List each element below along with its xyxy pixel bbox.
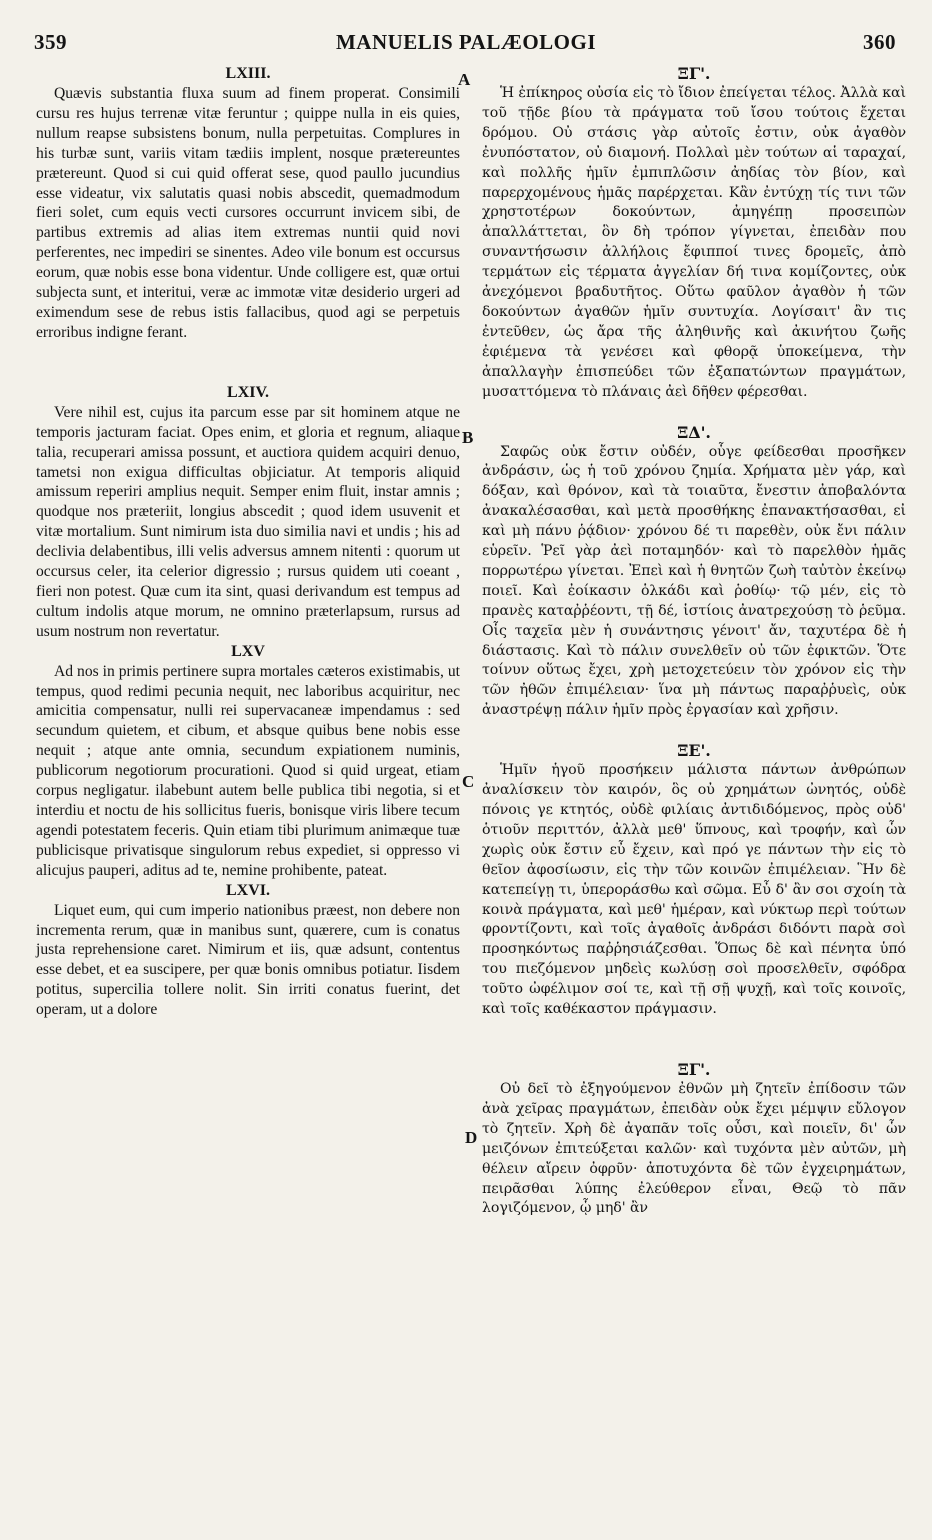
section-heading: LXIII. <box>225 65 271 82</box>
left-page-number: 359 <box>34 30 67 54</box>
greek-section <box>482 741 906 1020</box>
section-heading: LXV <box>231 642 265 660</box>
latin-section <box>36 64 460 343</box>
margin-marker-c: C <box>462 772 475 791</box>
section-text: Ἡμῖν ἡγοῦ προσήκειν μάλιστα πάντων ἀνθρώπων ἀναλίσκειν τὸν καιρόν, ὃς οὐ χρημάτων ὠνητός, οὐδὲ πόνοις γε κτητός, οὐδὲ φιλίαις ἀντιδιδόμενος, πρὸς οὐδ' ὁτιοῦν περιττόν, ἀλλὰ μεθ' ὕπνους, καὶ τροφήν, καὶ ὧν χωρὶς οὐκ ἔστιν εὖ ἔχειν, καὶ πρό γε πάντων τὴν εἰς τὸ θεῖον ἀφοσίωσιν, εἰς τὴν τῶν κοινῶν ἐπιμέλειαν. Ἣν δὲ κατεπείγῃ τι, ὑπεροράσθω καὶ σῶμα. Εὖ δ' ἂν σοι σχοίη τὰ κοινὰ πράγματα, καὶ μεθ' ἡμέραν, καὶ νύκτωρ περὶ τούτων φροντίζοντι, καὶ τοῖς ἀγαθοῖς ἀνδράσι διδόντι παρὰ σοὶ προσηκόντως παῤῥησιάζεσθαι. Ὅπως δὲ καὶ πένητα ὑπό του πιεζόμενον μηδεὶς κωλύσῃ σοὶ προσελθεῖν, σφόδρα τοῦτο ὠφέλιμον σοί τε, καὶ τῇ σῇ ψυχῇ, καὶ τοῖς κοινοῖς, καὶ τοῖς καθέκαστον πράγμασιν. <box>482 762 906 1018</box>
section-heading: ΞΕ'. <box>677 741 711 761</box>
section-text: Ἡ ἐπίκηρος οὐσία εἰς τὸ ἴδιον ἐπείγεται τέλος. Ἀλλὰ καὶ τοῦ τῇδε βίου τὰ πράγματα τοῦ ἴσου τούτοις ἔχεται δρόμου. Οὐ στάσις γὰρ αὐτοῖς ἐστιν, οὐκ ἀγαθὸν ἐνυπόστατον, οὐ διαμονή. Πολλαὶ μὲν τούτων αἱ ταραχαί, καὶ πολλῆς ἡμῖν ἐμπιπλῶσιν ἀηδίας τὸν βίον, καὶ παρερχομένους ἡμᾶς παρέρχεται. Κἂν ἐντύχῃ τίς τινι τῶν χρηστοτέρων δοκούντων, ἀμηγέπῃ προσειπὼν ἀπαλλάττεται, ὃν δὴ τρόπον γίγνεται, ἐπειδὰν που συναντήσωσιν ἀλλήλοις ἔφιπποί τινες δρομεῖς, ἀπὸ τερμάτων εἰς τέρματα ἀγγελίαν δή τινα κομίζοντες, οὐκ ἀνεχόμενοι βραδυτῆτος. Οὕτω φαῦλον ἀγαθὸν ἡ τῶν δοκούντων ἀγαθῶν ἡμῖν συντυχία. Λογίσαιτ' ἂν τις ἐντεῦθεν, ὡς ἄρα τῆς ἀληθινῆς καὶ ἀκινήτου ζωῆς ἐφιέμενα τὰ γενέσει καὶ φθορᾷ ὑποκείμενα, τὴν ἀπαλλαγὴν ἐπισπεύδει τῶν ἐξαπατώντων πραγμάτων, μυσαττόμενα τὸ πλάναις ἀεὶ δῆθεν φέρεσθαι. <box>482 85 906 400</box>
latin-section <box>36 881 460 1020</box>
section-text: Vere nihil est, cujus ita parcum esse par sit hominem atque ne temporis jacturam faciat. Opes enim, et gloria et regnum, aliaque talia, recuperari amissa possunt, et auctiora quidem acquiri denuo, tametsi non exigua difficultas objiciatur. At temporis aliquid amissum reperiri amplius nequit. Semper enim fluit, instar amnis ; quodque nos præteriit, longius abscedit ; quod idem usuvenit et vitæ mortalium. Sunt nimirum ista duo similia navi et undis ; his ad declivia delabentibus, illi velis adversus amnem nitenti : quorum ut occursus celer, ita celerior digressio ; rursus quidem uti coeant , fieri non potest. Quæ cum ita sint, quasi derivandum est tempus ad cultum indolis atque morum, ne omnino præterlapsum, rursus ad usum nostrum non revertatur. <box>36 403 460 640</box>
margin-marker-a: A <box>458 70 471 89</box>
greek-section <box>482 64 906 403</box>
latin-column <box>36 64 460 1020</box>
section-text: Σαφῶς οὐκ ἔστιν οὐδέν, οὗγε φείδεσθαι προσῆκεν ἀνδράσιν, ὡς ἡ τοῦ χρόνου ζημία. Χρήματα μὲν γάρ, καὶ δόξαν, καὶ θρόνον, καὶ τὰ τοιαῦτα, ἔνεστιν ἀποβαλόντα ἀνακαλέσασθαι, καὶ μετὰ προσθήκης ἐπανακτήσασθαι, εἰ καὶ μὴ πάνυ ῥᾴδιον· χρόνου δέ τι παρεθὲν, οὐκ ἔνι πάλιν εὑρεῖν. Ῥεῖ γὰρ ἀεὶ ποταμηδόν· καὶ τὸ παρελθὸν ἡμᾶς πορρωτέρω γίνεται. Ἐπεὶ καὶ ἡ θνητῶν ζωὴ ταὐτὸν ἐκείνῳ ποιεῖ. Καὶ ἐοίκασιν ὁλκάδι καὶ ῥοθίῳ· τῷ μέν, εἰς τὸ πρανὲς καταῤῥέοντι, τῇ δέ, ἱστίοις ἀνατρεχούσῃ τὸ ῥεῦμα. Οἷς ταχεῖα μὲν ἡ συνάντησις γένοιτ' ἄν, ταχυτέρα δὲ ἡ διάστασις. Καὶ τὸ πάλιν συνελθεῖν οὐ τῶν ἐφικτῶν. Ὅτε τοίνυν οὕτως ἔχει, χρὴ μετοχετεύειν τὸν χρόνον εἰς τὴν τῶν ἠθῶν ἐπιμέλειαν· ἵνα μὴ πάντως παραῤῥυεὶς, οὐκ ἀναστρέψῃ πάλιν ἡμῖν πρὸς ἐργασίαν καὶ χρῆσιν. <box>482 443 906 719</box>
greek-column <box>482 64 906 1219</box>
section-heading: LXIV. <box>227 383 269 401</box>
section-text: Οὐ δεῖ τὸ ἐξηγούμενον ἐθνῶν μὴ ζητεῖν ἐπίδοσιν τῶν ἀνὰ χεῖρας πραγμάτων, ἐπειδὰν οὐκ ἔχει μέμψιν εὔλογον τὸ ζητεῖν. Χρὴ δὲ ἀγαπᾶν τοῖς οὖσι, καὶ ποιεῖν, δι' ὧν μειζόνων ἐπιτεύξεται καλῶν· καὶ τυχόντα μὲν αὐτῶν, μὴ θέλειν αἴρειν ὀφρῦν· ἀποτυχόντα δὲ τῶν ἐγχειρημάτων, πειρᾶσθαι λύπης ἐλεύθερον εἶναι, Θεῷ τὸ πᾶν λογιζόμενον, ᾧ μηδ' ἂν <box>482 1080 906 1217</box>
section-heading: ΞΓ'. <box>677 64 711 83</box>
latin-section <box>36 383 460 642</box>
latin-section <box>36 642 460 881</box>
section-text: Ad nos in primis pertinere supra mortales cæteros existimabis, ut tempus, quod redimi pecunia nequit, nec laboribus acquiritur, nec amicitia compensatur, nulli rei supervacaneæ impendamus : sed secundum quietem, et cibum, et absque quibus bene nobis esse nequit ; atque ante omnia, secundum expiationem numinis, publicorum negotiorum procurationi. Quod si quid urgeat, etiam corpus negligatur. ilabebunt autem belle publica tibi negotia, si et interdiu et noctu de his sollicitus fueris, bonisque viris libere tecum agendi potestatem feceris. Quin etiam tibi plurimum animæque tuæ publicisque privatisque singulorum rebus expediet, si oppresso vi alicujus pauperi, aditus ad te, nemine prohibente, pateat. <box>36 662 460 879</box>
greek-section <box>482 423 906 722</box>
right-page-number: 360 <box>863 30 896 54</box>
section-text: Quævis substantia fluxa suum ad finem properat. Consimili cursu res hujus terrenæ vitæ feruntur ; quippe nulla in eis quies, nullum reapse subsistens bonum, nulla perpetuitas. Complures in his turbæ sunt, variis vitam tædiis implent, nosque prætereuntes prætereunt. Quod si cui quid offerat sese, quod paullo jucundius esse videatur, vix salutatis quasi nobis abscedit, quemadmodum fieri solet, cum equis vecti cursores occurrunt invicem sibi, de partibus extremis ad alias item extremas nuntii quid novi perferentes, nec impediri se sinentes. Adeo vile bonum est occursus eorum, quæ nobis esse bona videntur. Unde colligere est, quæ ortui subjecta sunt, et interitui, veræ ac immotæ vitæ desiderio urgeri ad eximendum sese de rebus istis fallacibus, quod agi se perpetuis erroribus indigne ferant. <box>36 85 460 341</box>
section-heading: ΞΔ'. <box>677 422 711 442</box>
margin-marker-b: B <box>462 428 474 447</box>
section-heading: ΞΓ'. <box>677 1059 711 1079</box>
greek-section <box>482 1060 906 1219</box>
running-title: MANUELIS PALÆOLOGI <box>335 30 597 54</box>
section-heading: LXVI. <box>225 881 270 899</box>
margin-marker-d: D <box>465 1128 478 1147</box>
section-text: Liquet eum, qui cum imperio nationibus præest, non debere non incrementa rerum, quæ in manibus sunt, quærere, cum is conatus justa reprehensione caret. Nimirum et iis, quæ adsunt, contentus esse debet, et ea suscipere, per quæ bonis omnibus potiatur. Iisdem potitus, supercilia tollere nolit. Sin irriti conatus fuerint, det operam, ut a dolore <box>36 901 460 1019</box>
